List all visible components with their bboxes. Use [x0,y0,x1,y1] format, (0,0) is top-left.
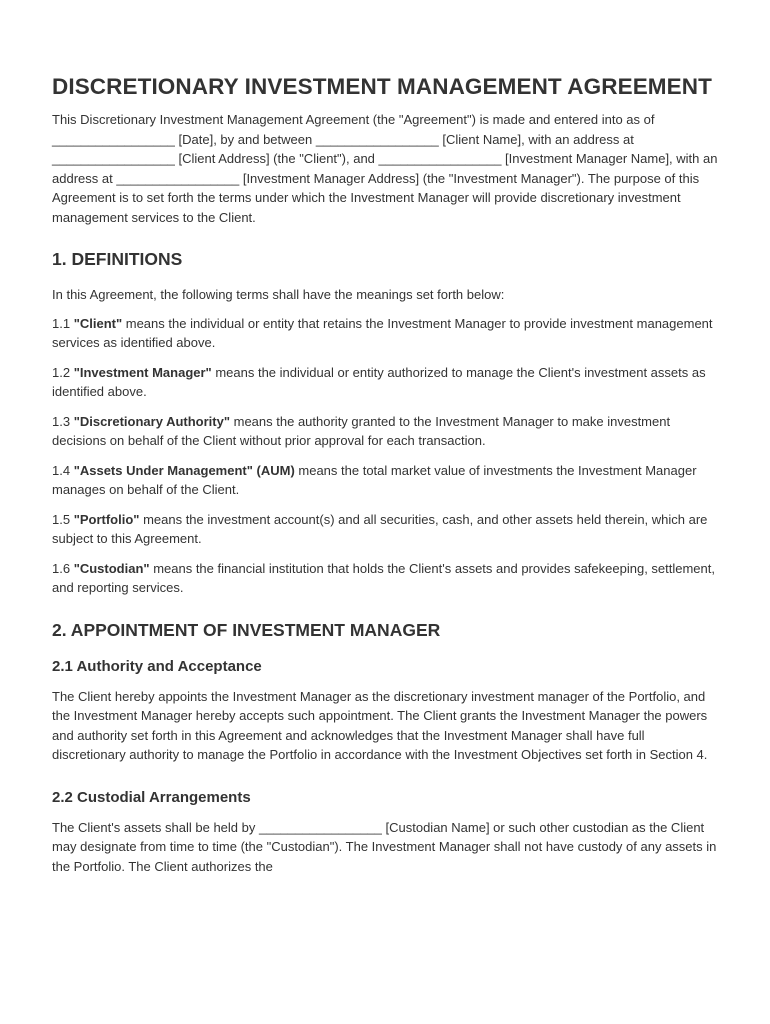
intro-paragraph: This Discretionary Investment Management Agreement (the "Agreement") is made and entered into as of _________________ [Date], by and between _________________ [Client Name], with an address at _________________ [Client Address] (the "Client"), and _________________ [Investment Manager Name], with an address at _________________ [Investment Manager Address] (the "Investment Manager"). The purpose of this Agreement is to set forth the terms under which the Investment Manager will provide discretionary investment management services to the Client. [52,112,718,225]
definition-number: 1.4 [52,462,74,478]
definition-number: 1.2 [52,364,74,380]
definition-text: means the authority granted to the Investment Manager to make investment decisions on behalf of the Client without prior approval for each transaction. [52,413,671,448]
definition-text: means the individual or entity authorized to manage the Client's investment assets as identified above. [52,364,706,399]
definition-term: "Portfolio" [73,511,140,527]
definition-custodian [52,559,718,598]
definition-portfolio [52,510,718,549]
custodial-paragraph: The Client's assets shall be held by _________________ [Custodian Name] or such other custodian as the Client may designate from time to time (the "Custodian"). The Investment Manager shall not have custody of any assets in the Portfolio. The Client authorizes the [52,819,717,874]
subsection-heading-custodial: 2.2 Custodial Arrangements [52,788,251,806]
definition-text: means the total market value of investments the Investment Manager manages on behalf of the Client. [52,462,697,497]
definition-term: "Assets Under Management" (AUM) [73,462,295,478]
definition-term: "Custodian" [73,560,150,576]
definition-number: 1.3 [52,413,74,429]
definition-number: 1.1 [52,315,74,331]
definition-term: "Discretionary Authority" [73,413,231,429]
definition-text: means the individual or entity that retains the Investment Manager to provide investment management services as identified above. [52,315,713,350]
definitions-intro: In this Agreement, the following terms shall have the meanings set forth below: [52,287,505,302]
section-heading-definitions: 1. DEFINITIONS [52,249,183,269]
definition-investment-manager [52,363,718,402]
definition-aum [52,461,718,500]
definition-discretionary-authority [52,412,718,451]
definition-number: 1.5 [52,511,74,527]
subsection-heading-authority: 2.1 Authority and Acceptance [52,657,262,675]
definition-text: means the financial institution that holds the Client's assets and provides safekeeping, settlement, and reporting services. [52,560,715,595]
authority-paragraph: The Client hereby appoints the Investment Manager as the discretionary investment manager of the Portfolio, and the Investment Manager hereby accepts such appointment. The Client grants the Investment Manager the powers and authority set forth in this Agreement and acknowledges that the Investment Manager shall have full discretionary authority to manage the Portfolio in accordance with the Investment Objectives set forth in Section 4. [52,688,708,762]
definition-text: means the investment account(s) and all securities, cash, and other assets held therein, which are subject to this Agreement. [52,511,708,546]
section-heading-appointment: 2. APPOINTMENT OF INVESTMENT MANAGER [52,619,441,640]
definition-term: "Client" [73,315,123,331]
definition-number: 1.6 [52,560,74,576]
definition-client [52,314,718,353]
document-title: DISCRETIONARY INVESTMENT MANAGEMENT AGREEMENT [52,74,712,99]
definition-term: "Investment Manager" [73,364,212,380]
